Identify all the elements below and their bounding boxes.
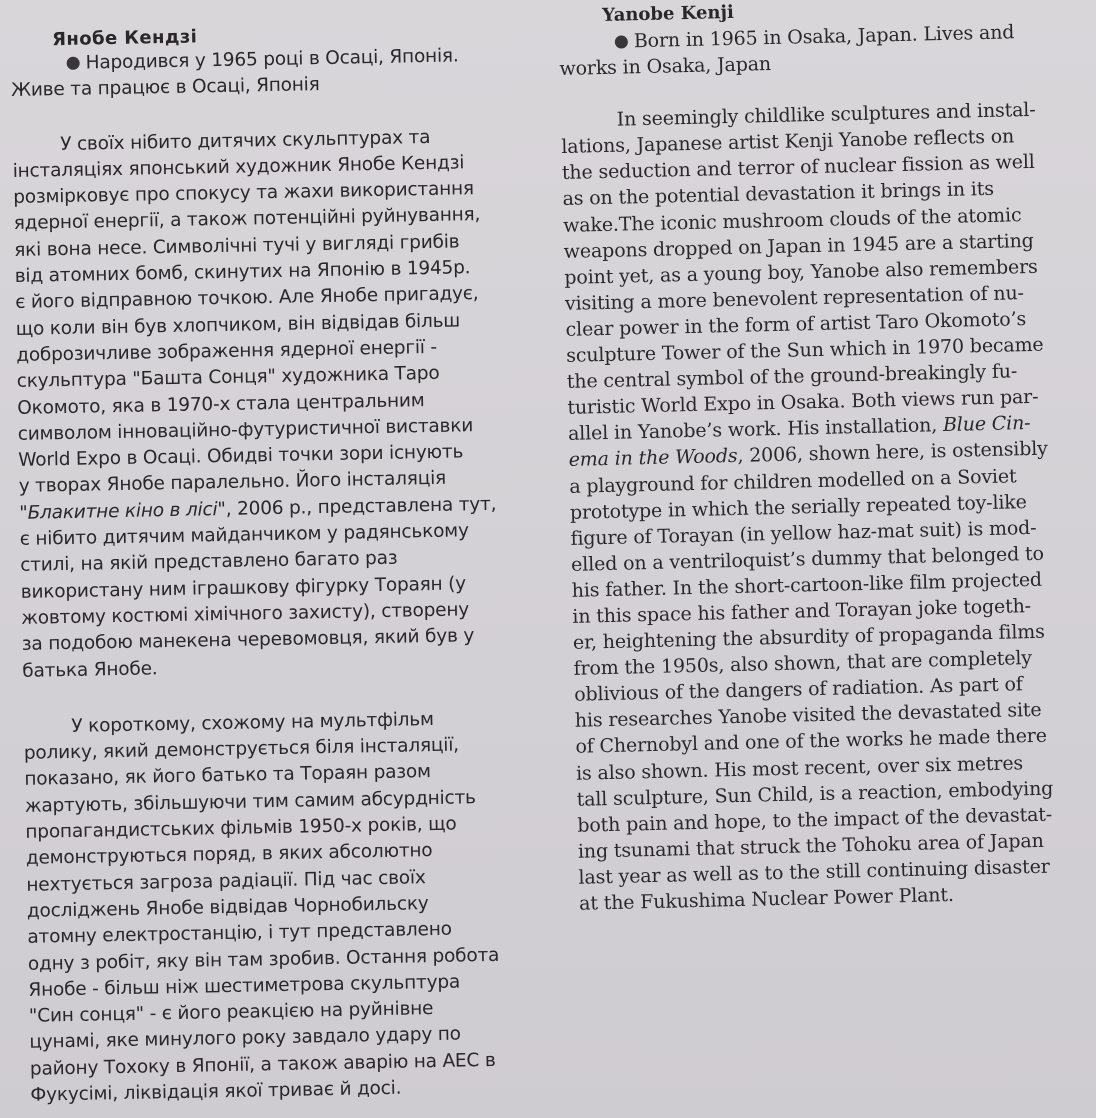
text-line: sculpture Tower of the Sun which in 1970 became (565, 333, 1044, 367)
text-line: ing tsunami that struck the Tohoku area of Japan (577, 829, 1044, 863)
intro-line-uk: Народився у 1965 році в Осаці, Японія. (10, 42, 540, 78)
text-line: ролику, який демонструється біля інсталяції, (23, 734, 460, 764)
text-line: цунамі, яке минулого року завдало удару по (29, 1023, 462, 1054)
paragraph-en (560, 96, 1096, 917)
text-line: є нібито дитячим майданчиком у радянському (19, 520, 469, 550)
text-line: Фукусімі, ліквідація якої триває й досі. (30, 1077, 402, 1106)
text-line: району Тохоку в Японії, а також аварію на АЕС в (29, 1049, 496, 1080)
paragraph-uk-1 (12, 122, 553, 684)
text-line: er, heightening the absurdity of propaganda films (572, 620, 1045, 654)
artist-name-en: Yanobe Kenji (601, 1, 735, 26)
text-line: point yet, as a young boy, Yanobe also remembers (564, 255, 1038, 289)
text-line: the central symbol of the ground-breakingly fu- (566, 360, 1018, 394)
artwork-title-en: Blue Cin- (942, 412, 1031, 437)
text-line: скульптура "Башта Сонця" художника Таро (16, 363, 440, 393)
text-line: turistic World Expo in Osaka. Both views run par- (567, 386, 1039, 420)
text-line: досліджень Янобе відвідав Чорнобильску (26, 893, 429, 922)
text-line: атомну електростанцію, і тут представлено (27, 918, 452, 949)
text-line: weapons dropped on Japan in 1945 are a starting (563, 229, 1034, 263)
text-line: "Син сонця" - є його реакцією на руйнівне (28, 998, 434, 1027)
text-line: visiting a more benevolent representation of nu- (564, 281, 1025, 315)
text-line: both pain and hope, to the impact of the devastat- (577, 803, 1053, 837)
text-span: , 2006, shown here, is ostensibly (737, 437, 1049, 468)
paragraph-uk-2 (23, 705, 560, 1110)
text-line: У своїх нібито дитячих скульптурах та (59, 126, 431, 155)
text-line: a playground for children modelled on a Soviet (569, 464, 1017, 498)
text-line: wake.The iconic mushroom clouds of the atomic (562, 203, 1022, 237)
text-line: from the 1950s, also shown, that are completely (573, 647, 1033, 680)
text-line: пропагандистських фільмів 1950-х років, що (25, 813, 457, 843)
text-line: показано, як його батько та Тораян разом (24, 761, 432, 791)
text-line: tall sculpture, Sun Child, is a reaction, embodying (576, 777, 1054, 811)
text-line: батька Янобе. (22, 657, 158, 682)
text-line: Окомото, яка в 1970-х стала центральним (17, 389, 425, 419)
ukrainian-column (10, 20, 561, 1109)
text-span: , 2006 р., представлена тут, (225, 493, 497, 520)
text-line: у творах Янобе паралельно. Його інсталяція (18, 468, 447, 498)
text-line: є його відправною точкою. Але Янобе пригадує, (15, 283, 479, 314)
text-line: жовтому костюмі хімічного захисту), створену (21, 599, 470, 629)
text-line: У короткому, схожому на мультфільм (71, 708, 434, 737)
english-column (558, 0, 1096, 917)
text-line: стилі, на якій представлено багато раз (20, 548, 398, 577)
artist-name-uk: Янобе Кендзі (51, 26, 198, 51)
text-line: символом інноваційно-футуристичної виставки (17, 415, 474, 445)
artwork-title-en: ema in the Woods (568, 445, 738, 472)
intro-line-en: Born in 1965 in Osaka, Japan. Lives and (559, 18, 1079, 56)
intro-line-en: works in Osaka, Japan (559, 53, 772, 81)
text-line: last year as well as to the still continuing disaster (578, 855, 1050, 889)
text-line: elled on a ventriloquist’s dummy that belonged to (570, 542, 1045, 576)
text-line: ядерної енергії, а також потенційні руйнування, (13, 204, 481, 235)
text-line: prototype in which the serially repeated toy-like (569, 490, 1027, 524)
text-line: World Expo в Осаці. Обидві точки зори існують (18, 441, 464, 472)
text-line: розмірковує про спокусу та жахи використання (13, 178, 475, 209)
text-line: his researches Yanobe visited the devastated site (574, 699, 1042, 733)
text-line: as on the potential devastation it brings in its (562, 178, 995, 211)
text-line: oblivious of the dangers of radiation. As part of (573, 673, 1023, 707)
text-line: за подобою манекена черевомовця, який був у (21, 625, 475, 656)
text-line: his father. In the short-cartoon-like film projected (571, 568, 1043, 602)
text-line: доброзичливе зображення ядерної енергії - (16, 336, 438, 366)
text-line: at the Fukushima Nuclear Power Plant. (578, 883, 954, 915)
text-span: allel in Yanobe’s work. His installation, (567, 414, 944, 446)
text-line: які вона несе. Символічні тучі у вигляді грибів (14, 231, 460, 261)
text-line: що коли він був хлопчиком, він відвідав більш (15, 310, 461, 340)
text-line: clear power in the form of artist Taro Okomoto’s (565, 307, 1027, 341)
text-line: lations, Japanese artist Kenji Yanobe reflects on (561, 125, 1015, 159)
text-line: Янобе - більш ніж шестиметрова скульптура (28, 971, 461, 1001)
text-line: інсталяціях японський художник Янобе Кендзі (12, 152, 465, 182)
text-line: is also shown. His most recent, over six metres (575, 751, 1024, 785)
text-line: In seemingly childlike sculptures and instal- (616, 98, 1036, 131)
intro-line-uk: Живе та працює в Осаці, Японія (10, 74, 320, 102)
text-line: in this space his father and Torayan joke togeth- (572, 594, 1032, 628)
text-line: демонструються поряд, в яких абсолютно (25, 840, 433, 870)
text-line: жартують, збільшуючи тим самим абсурдність (24, 786, 476, 817)
text-line: нехтується загроза радіації. Під час своїх (26, 866, 426, 896)
text-line: від атомних бомб, скинутих на Японію в 1945р. (14, 257, 471, 288)
text-line: of Chernobyl and one of the works he made there (575, 725, 1048, 759)
artwork-title-uk: "Блакитне кіно в лісі" (19, 498, 226, 524)
text-line: the seduction and terror of nuclear fission as well (561, 151, 1035, 185)
text-line: figure of Torayan (in yellow haz-mat suit) is mod- (570, 516, 1037, 550)
text-line: використану ним іграшкову фігурку Тораян (у (20, 572, 467, 603)
text-line: одну з робіт, яку він там зробив. Остання робота (27, 944, 500, 975)
